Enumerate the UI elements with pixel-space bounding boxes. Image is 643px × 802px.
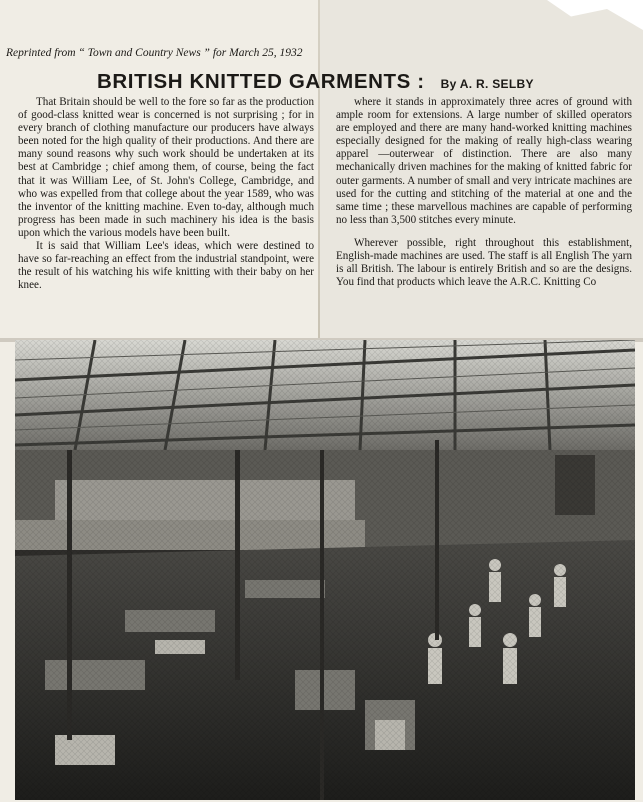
article-title: BRITISH KNITTED GARMENTS : (97, 70, 425, 93)
factory-photo-illustration (15, 340, 635, 800)
paragraph: Wherever possible, right throughout this establishment, English-made machines are used. The staff is all English The yarn is all British. The labour is entirely British and so are the designs. You find that products which leave the A.R.C. Knitting Co (336, 236, 632, 289)
article-byline: By A. R. SELBY (440, 77, 534, 91)
factory-interior-photo (15, 340, 635, 800)
paragraph: where it stands in approximately three acres of ground with ample room for extensions. A large number of skilled operators are employed and there are many hand-worked knitting machines especially designed for the making of really high-class wearing apparel —outerwear of distinction. There are also many mechanically driven machines for the making of knitted fabric for outer garments. A number of small and very intricate machines are used for the cutting and stitching of the material at one and the same time ; these marvellous machines are capable of performing no less than 3,500 stitches every minute. (336, 96, 632, 226)
paragraph: It is said that William Lee's ideas, which were destined to have so far-reaching an effect from the industrial standpoint, were the result of his watching his wife knitting with their baby on her knee. (18, 240, 314, 292)
paragraph: That Britain should be well to the fore so far as the production of good-class knitted wear is concerned is not surprising ; for in every branch of clothing manufacture our producers have always been noted for the high quality of their productions. And there are many sound reasons why such work should be undertaken at its best at Cambridge ; chief among them, of course, being the fact that it was William Lee, of St. John's College, Cambridge, and who was expelled from that college about the year 1589, who was the inventor of the knitting machine. Even to-day, although much progress has been made in such machinery his idea is the basis upon which the various models have been built. (18, 96, 314, 239)
headline (97, 70, 534, 94)
paper-fold (318, 0, 320, 342)
article-column-left (18, 96, 314, 292)
reprint-line: Reprinted from “ Town and Country News ” for March 25, 1932 (6, 47, 303, 59)
article-column-right (336, 96, 632, 289)
